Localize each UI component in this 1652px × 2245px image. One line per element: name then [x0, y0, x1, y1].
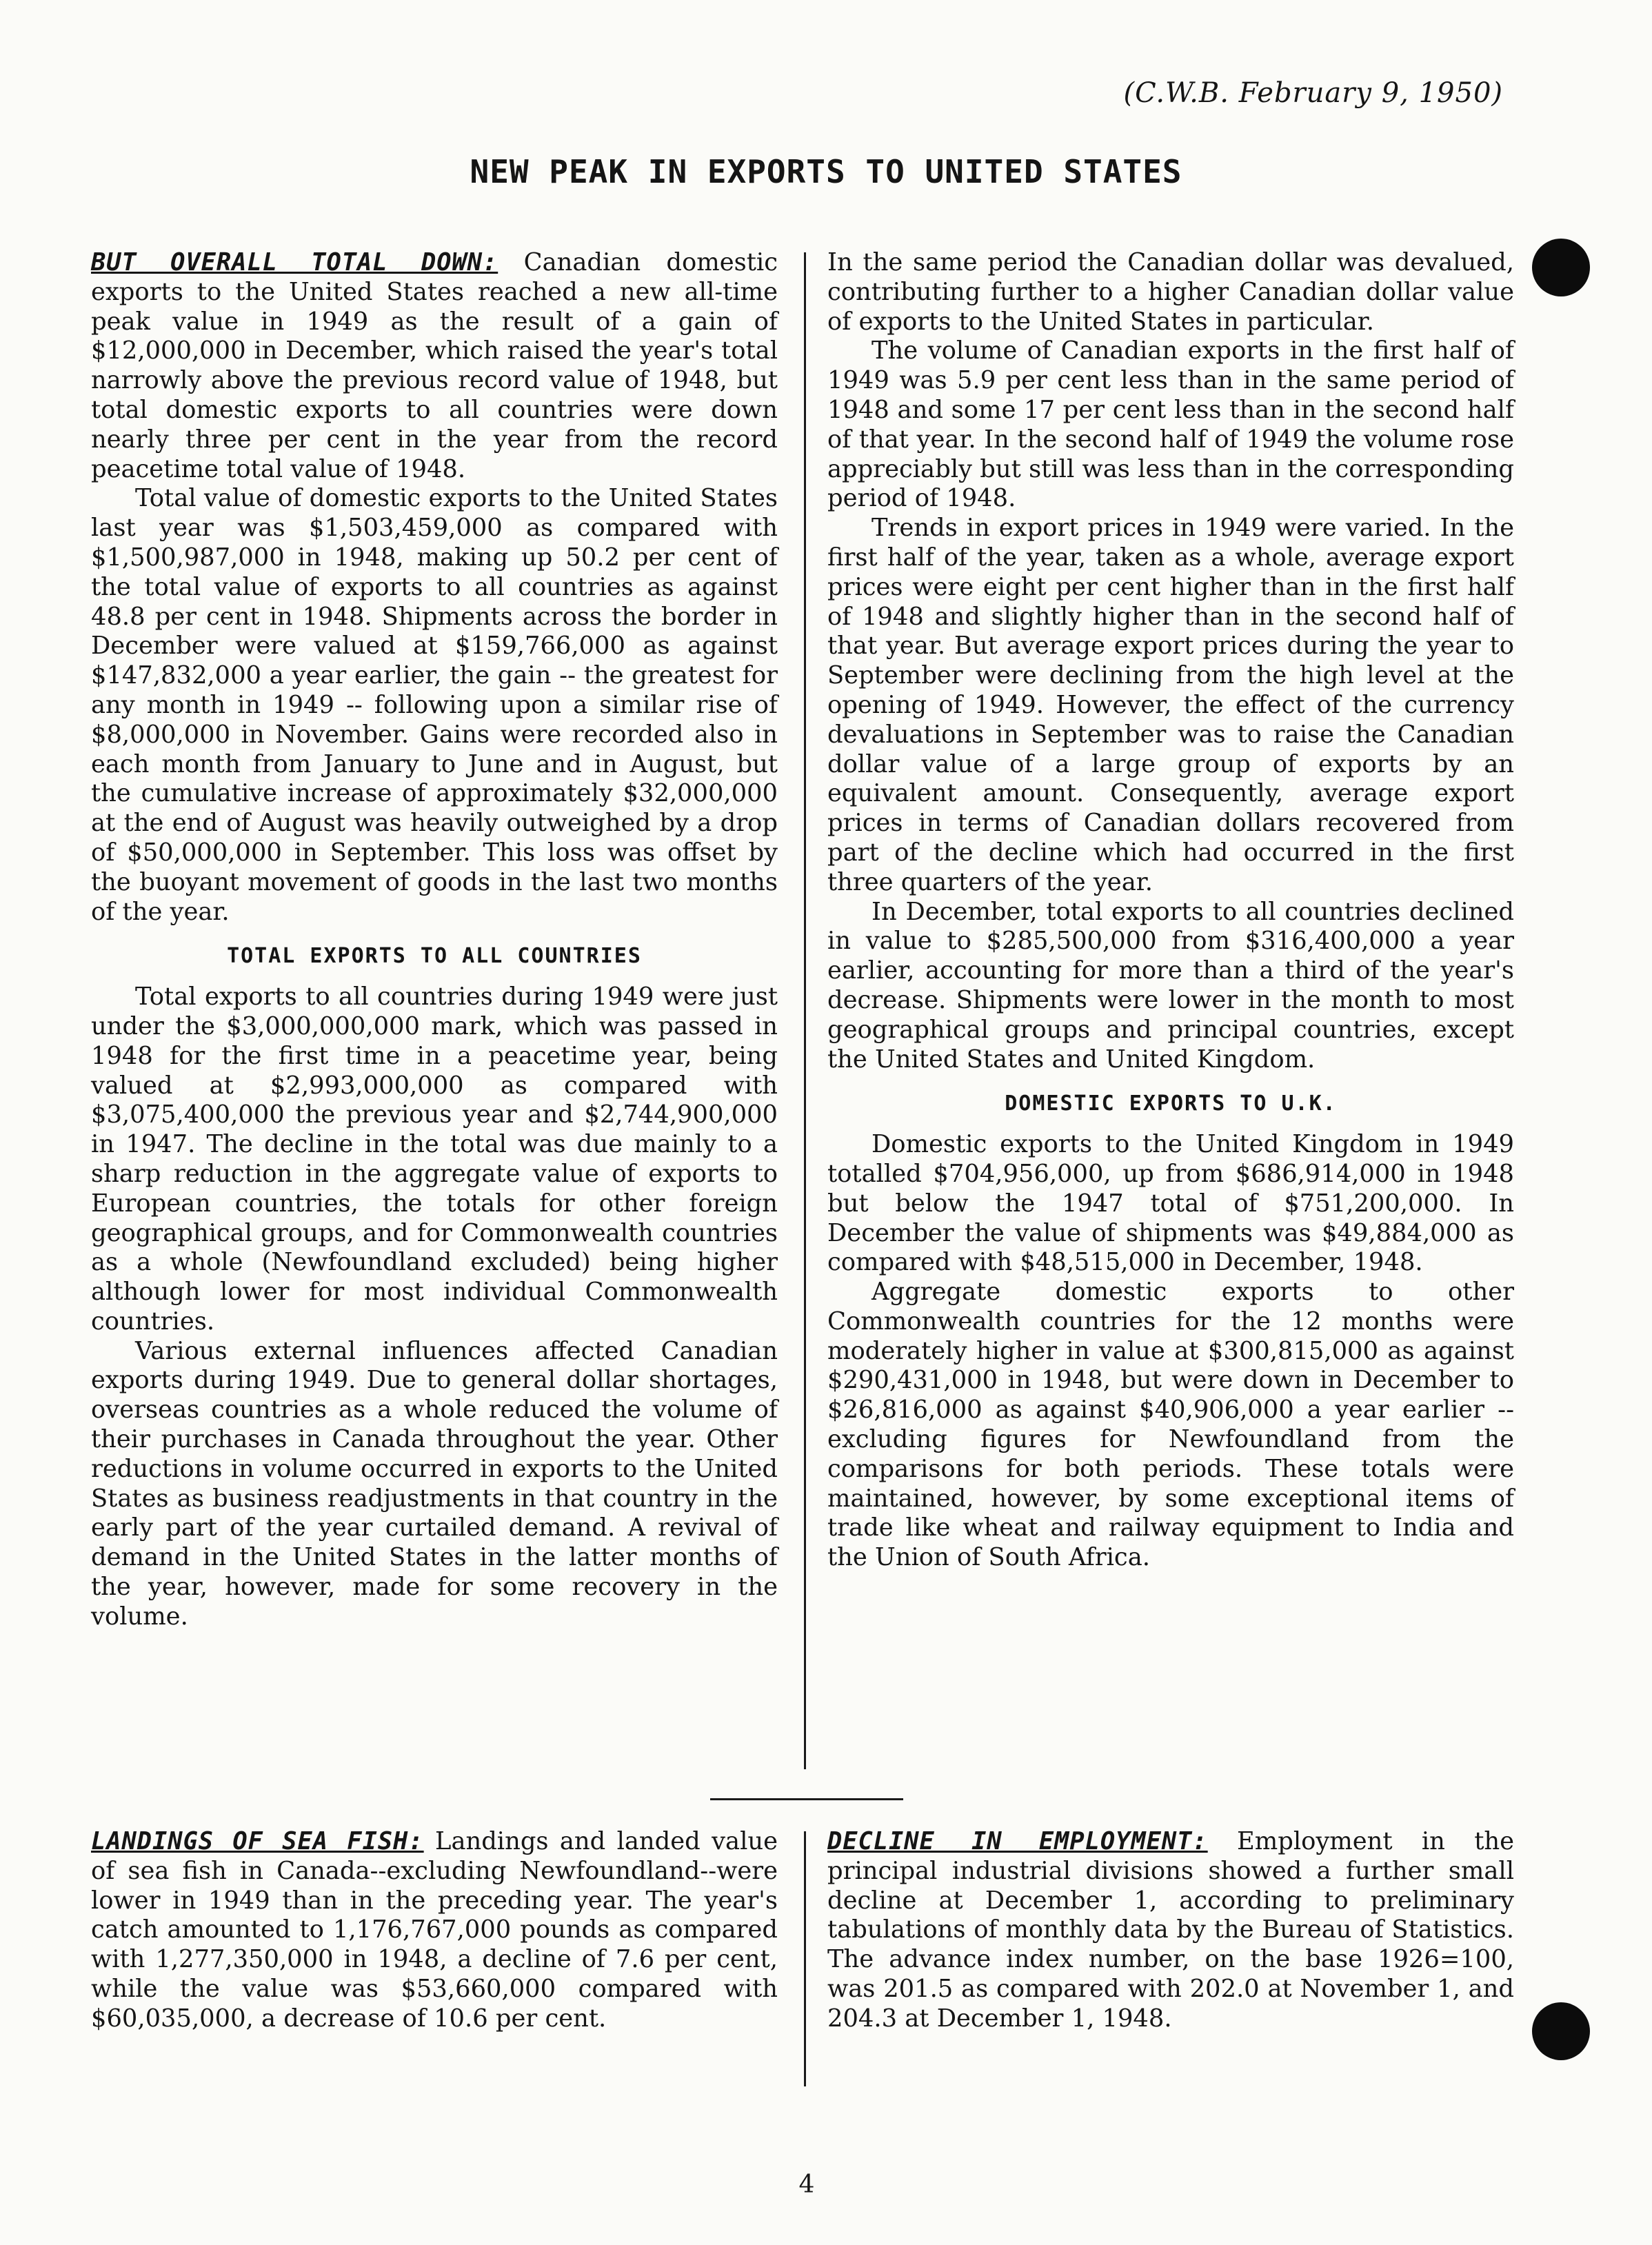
subhead-total-exports: TOTAL EXPORTS TO ALL COUNTRIES	[227, 944, 642, 969]
article-left-column	[91, 248, 778, 1632]
article-runin-heading: BUT OVERALL TOTAL DOWN:	[91, 248, 498, 276]
article-paragraph-3: Total exports to all countries during 1949 were just under the $3,000,000,000 mark, which was passed in 1948 for the first time in a peacetime year, being valued at $2,993,000,000 as compared with $3,075,400,000 the previous year and $2,744,900,000 in 1947. The decline in the total was due mainly to a sharp reduction in the aggregate value of exports to European countries, the totals for other foreign geographical groups, and for Commonwealth countries as a whole (Newfoundland excluded) being higher although lower for most individual Commonwealth countries.	[91, 983, 778, 1336]
article-paragraph-1	[91, 248, 778, 484]
article-right-column	[827, 248, 1514, 1573]
column-divider-top	[804, 252, 806, 1769]
punch-hole-bottom	[1532, 2002, 1590, 2060]
fish-landings-heading: LANDINGS OF SEA FISH:	[91, 1827, 424, 1855]
fish-landings-text: Landings and landed value of sea fish in Canada--excluding Newfoundland--were lower in 1949 than in the preceding year. The year's catch amounted to 1,176,767,000 pounds as compared with 1,277,350,000 in 1948, a decline of 7.6 per cent, while the value was $53,660,000 compared with $60,035,000, a decrease of 10.6 per cent.	[91, 1827, 778, 2033]
article-paragraph-9: Domestic exports to the United Kingdom in 1949 totalled $704,956,000, up from $686,914,000 in 1948 but below the 1947 total of $751,200,000. In December the value of shipments was $49,884,000 as compared with $48,515,000 in December, 1948.	[827, 1130, 1514, 1277]
column-divider-bottom	[804, 1831, 806, 2086]
employment-text: Employment in the principal industrial divisions showed a further small decline at December 1, according to preliminary tabulations of monthly data by the Bureau of Statistics. The advance index number, on the base 1926=100, was 201.5 as compared with 202.0 at November 1, and 204.3 at December 1, 1948.	[827, 1827, 1514, 2033]
employment-item	[827, 1827, 1514, 2034]
fish-landings-item	[91, 1827, 778, 2034]
article-paragraph-8: In December, total exports to all countries declined in value to $285,500,000 from $316,400,000 a year earlier, accounting for more than a third of the year's decrease. Shipments were lower in the month to most geographical groups and principal countries, except the United States and United Kingdom.	[827, 897, 1514, 1074]
page-number: 4	[798, 2171, 815, 2199]
section-separator-rule	[710, 1798, 903, 1800]
article-paragraph-7: Trends in export prices in 1949 were varied. In the first half of the year, taken as a whole, average export prices were eight per cent higher than in the first half of 1948 and slightly higher than in the second half of that year. But average export prices during the year to September were declining from the high level at the opening of 1949. However, the effect of the currency devaluations in September was to raise the Canadian dollar value of a large group of exports by an equivalent amount. Consequently, average export prices in terms of Canadian dollars recovered from part of the decline which had occurred in the first three quarters of the year.	[827, 514, 1514, 896]
employment-paragraph	[827, 1827, 1514, 2034]
article-paragraph-4: Various external influences affected Canadian exports during 1949. Due to general dollar shortages, overseas countries as a whole reduced the volume of their purchases in Canada throughout the year. Other reductions in volume occurred in exports to the United States as business readjustments in that country in the early part of the year curtailed demand. A revival of demand in the United States in the latter months of the year, however, made for some recovery in the volume.	[91, 1336, 778, 1631]
headline: NEW PEAK IN EXPORTS TO UNITED STATES	[470, 153, 1182, 190]
subhead-domestic-exports-uk: DOMESTIC EXPORTS TO U.K.	[1005, 1091, 1337, 1116]
article-paragraph-6: The volume of Canadian exports in the first half of 1949 was 5.9 per cent less than in the same period of 1948 and some 17 per cent less than in the second half of that year. In the second half of 1949 the volume rose appreciably but still was less than in the corresponding period of 1948.	[827, 336, 1514, 513]
article-paragraph-10: Aggregate domestic exports to other Commonwealth countries for the 12 months were moderately higher in value at $300,815,000 as against $290,431,000 in 1948, but were down in December to $26,816,000 as against $40,906,000 a year earlier -- excluding figures for Newfoundland from the comparisons for both periods. These totals were maintained, however, by some exceptional items of trade like wheat and railway equipment to India and the Union of South Africa.	[827, 1278, 1514, 1572]
article-paragraph-1-text: Canadian domestic exports to the United States reached a new all-time peak value in 1949 as the result of a gain of $12,000,000 in December, which raised the year's total narrowly above the previous record value of 1948, but total domestic exports to all countries were down nearly three per cent in the year from the record peacetime total value of 1948.	[91, 248, 778, 483]
punch-hole-top	[1532, 239, 1590, 296]
dateline: (C.W.B. February 9, 1950)	[1123, 77, 1503, 109]
article-paragraph-2: Total value of domestic exports to the United States last year was $1,503,459,000 as compared with $1,500,987,000 in 1948, making up 50.2 per cent of the total value of exports to all countries as against 48.8 per cent in 1948. Shipments across the border in December were valued at $159,766,000 as against $147,832,000 a year earlier, the gain -- the greatest for any month in 1949 -- following upon a similar rise of $8,000,000 in November. Gains were recorded also in each month from January to June and in August, but the cumulative increase of approximately $32,000,000 at the end of August was heavily outweighed by a drop of $50,000,000 in September. This loss was offset by the buoyant movement of goods in the last two months of the year.	[91, 484, 778, 926]
article-paragraph-5: In the same period the Canadian dollar was devalued, contributing further to a higher Canadian dollar value of exports to the United States in particular.	[827, 248, 1514, 336]
fish-landings-paragraph	[91, 1827, 778, 2034]
employment-heading: DECLINE IN EMPLOYMENT:	[827, 1827, 1208, 1855]
